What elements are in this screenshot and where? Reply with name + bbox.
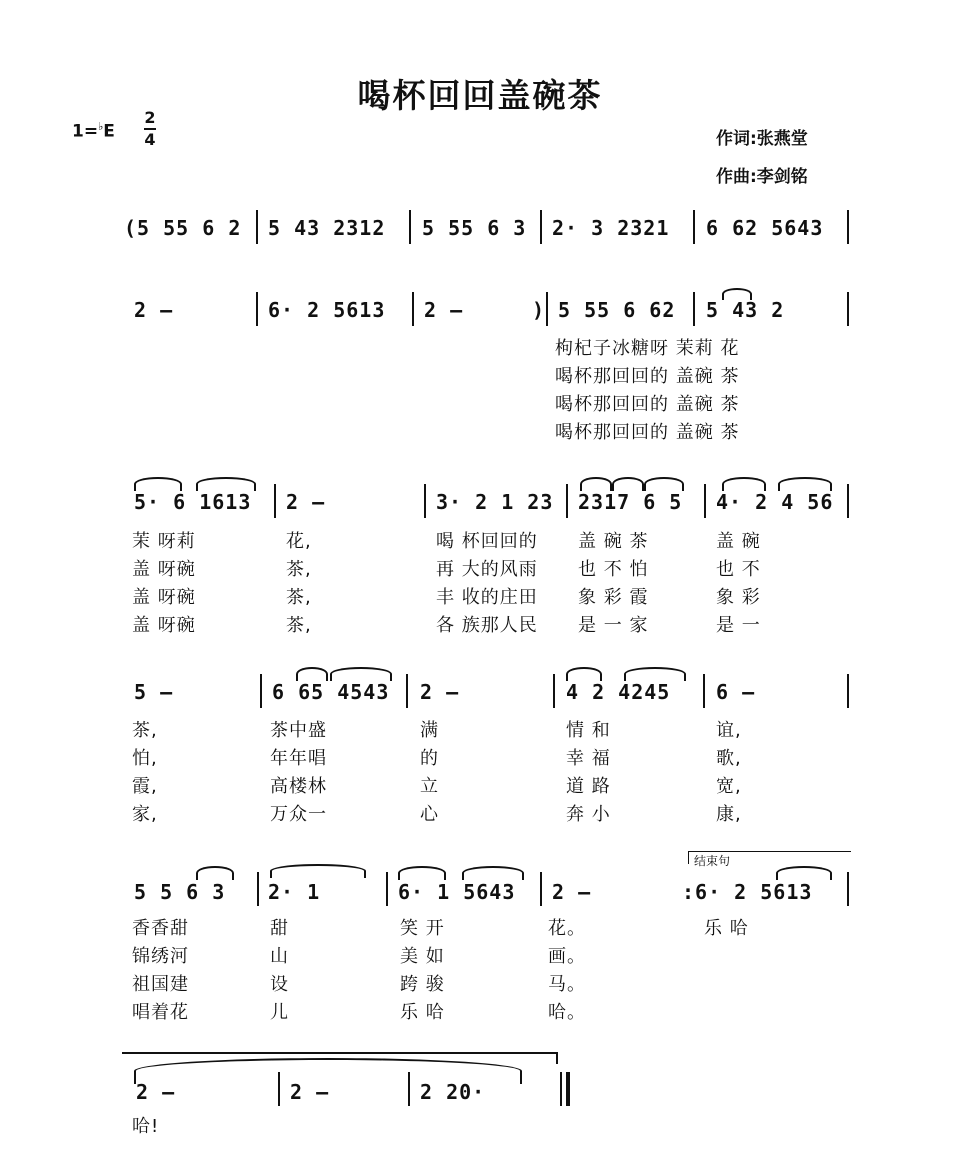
- lyric: 盖 碗 茶: [578, 531, 649, 552]
- lyric: 茶,: [286, 587, 312, 608]
- barline: [424, 484, 426, 518]
- slur: [134, 477, 182, 491]
- measure: (5 55 6 2: [124, 216, 242, 240]
- barline: [847, 674, 849, 708]
- measure: 2 –: [420, 680, 460, 704]
- lyric: 香香甜: [132, 918, 189, 939]
- barline: [546, 292, 548, 326]
- slur: [644, 477, 684, 491]
- measure: 5 –: [134, 680, 174, 704]
- lyric: 也 不 怕: [578, 559, 649, 580]
- barline: [540, 210, 542, 244]
- barline: [847, 484, 849, 518]
- barline: [540, 872, 542, 906]
- lyric: 马。: [548, 974, 586, 995]
- measure: 5 55 6 3: [422, 216, 527, 240]
- barline: [847, 210, 849, 244]
- lyric: 霞,: [132, 776, 158, 797]
- lyric: 盖 碗: [716, 531, 761, 552]
- lyric: 笑 开: [400, 918, 445, 939]
- measure: :6· 2 5613: [682, 880, 813, 904]
- lyric: 各 族那人民: [436, 615, 538, 636]
- barline: [257, 872, 259, 906]
- lyric: 家,: [132, 804, 158, 825]
- lyric: 设: [270, 974, 289, 995]
- close-paren: ): [532, 298, 546, 322]
- barline: [553, 674, 555, 708]
- lyric: 乐 哈: [400, 1002, 445, 1023]
- measure: 6 65 4543: [272, 680, 390, 704]
- barline: [408, 1072, 410, 1106]
- lyric: 美 如: [400, 946, 445, 967]
- barline: [260, 674, 262, 708]
- slur: [398, 866, 446, 880]
- lyric: 喝 杯回回的: [436, 531, 538, 552]
- lyric: 茶中盛: [270, 720, 327, 741]
- lyric: 高楼林: [270, 776, 327, 797]
- lyric: 是 一 家: [578, 615, 649, 636]
- measure: 3· 2 1 23: [436, 490, 554, 514]
- song-title: 喝杯回回盖碗茶: [357, 76, 603, 115]
- barline: [406, 674, 408, 708]
- measure: 5 5 6 3: [134, 880, 226, 904]
- lyric: 幸 福: [566, 748, 611, 769]
- lyric: 乐 哈: [704, 918, 749, 939]
- measure: 5 55 6 62: [558, 298, 676, 322]
- composer-credit: 作曲:李剑铭: [716, 167, 808, 187]
- slur: [612, 477, 644, 491]
- slur: [624, 667, 686, 681]
- lyric: 的: [420, 748, 439, 769]
- lyric: 立: [420, 776, 439, 797]
- lyric: 怕,: [132, 748, 158, 769]
- lyric: 山: [270, 946, 289, 967]
- barline: [274, 484, 276, 518]
- lyric: 歌,: [716, 748, 742, 769]
- lyric-line: 枸杞子冰糖呀 茉莉 花: [555, 338, 740, 359]
- lyric: 再 大的风雨: [436, 559, 538, 580]
- measure: 5 43 2312: [268, 216, 386, 240]
- lyric: 奔 小: [566, 804, 611, 825]
- lyric: 茉 呀莉: [132, 531, 196, 552]
- lyric: 哈!: [132, 1116, 160, 1137]
- measure: 5 43 2: [706, 298, 785, 322]
- key-signature: [72, 120, 115, 142]
- barline: [703, 674, 705, 708]
- lyric: 康,: [716, 804, 742, 825]
- slur: [778, 477, 832, 491]
- barline: [566, 484, 568, 518]
- barline: [847, 872, 849, 906]
- slur: [722, 477, 766, 491]
- measure: 2 –: [424, 298, 464, 322]
- measure: 5· 6 1613: [134, 490, 252, 514]
- lyric: 唱着花: [132, 1002, 189, 1023]
- lyric: 哈。: [548, 1002, 586, 1023]
- barline: [847, 292, 849, 326]
- measure: 4 2 4245: [566, 680, 671, 704]
- lyric: 儿: [270, 1002, 289, 1023]
- lyric: 宽,: [716, 776, 742, 797]
- lyric: 也 不: [716, 559, 761, 580]
- lyric: 画。: [548, 946, 586, 967]
- lyric: 盖 呀碗: [132, 615, 196, 636]
- ending-bracket-end: [556, 1052, 558, 1064]
- lyric-line: 喝杯那回回的 盖碗 茶: [555, 366, 740, 387]
- measure: 2· 1: [268, 880, 321, 904]
- measure: 2· 3 2321: [552, 216, 670, 240]
- meter-top: 2: [144, 108, 156, 127]
- barline: [386, 872, 388, 906]
- lyric: 盖 呀碗: [132, 587, 196, 608]
- measure: 2 –: [136, 1080, 176, 1104]
- lyric: 盖 呀碗: [132, 559, 196, 580]
- key-prefix: 1=: [72, 121, 99, 142]
- slur: [566, 667, 602, 681]
- lyric: 象 彩 霞: [578, 587, 649, 608]
- lyric: 心: [420, 804, 439, 825]
- tie: [270, 864, 366, 878]
- measure: 2 –: [552, 880, 592, 904]
- lyric: 情 和: [566, 720, 611, 741]
- lyric: 年年唱: [270, 748, 327, 769]
- lyric-line: 喝杯那回回的 盖碗 茶: [555, 422, 740, 443]
- lyric: 道 路: [566, 776, 611, 797]
- slur: [330, 667, 392, 681]
- lyric: 甜: [270, 918, 289, 939]
- barline: [693, 292, 695, 326]
- slur: [296, 667, 328, 681]
- slur: [196, 477, 256, 491]
- barline: [412, 292, 414, 326]
- flat-sign: ♭: [98, 120, 104, 133]
- lyric: 花,: [286, 531, 312, 552]
- ending-label: 结束句: [694, 854, 731, 868]
- lyric: 谊,: [716, 720, 742, 741]
- lyric: 万众一: [270, 804, 327, 825]
- measure: 6· 1 5643: [398, 880, 516, 904]
- barline: [278, 1072, 280, 1106]
- lyric: 祖国建: [132, 974, 189, 995]
- slur: [580, 477, 612, 491]
- slur: [462, 866, 524, 880]
- lyric: 花。: [548, 918, 586, 939]
- lyric: 跨 骏: [400, 974, 445, 995]
- measure: 2 –: [134, 298, 174, 322]
- measure: 6· 2 5613: [268, 298, 386, 322]
- time-signature: [144, 108, 156, 150]
- slur: [196, 866, 234, 880]
- lyric: 茶,: [132, 720, 158, 741]
- barline: [409, 210, 411, 244]
- meter-bottom: 4: [144, 130, 156, 149]
- barline: [256, 292, 258, 326]
- measure: 6 –: [716, 680, 756, 704]
- lyric: 是 一: [716, 615, 761, 636]
- final-barline-thick: [566, 1072, 570, 1106]
- measure: 4· 2 4 56: [716, 490, 834, 514]
- lyric: 象 彩: [716, 587, 761, 608]
- slur: [776, 866, 832, 880]
- barline: [704, 484, 706, 518]
- lyric: 锦绣河: [132, 946, 189, 967]
- measure: 2 –: [286, 490, 326, 514]
- lyric: 丰 收的庄田: [436, 587, 538, 608]
- lyricist-credit: 作词:张燕堂: [716, 129, 808, 149]
- key-note: E: [103, 121, 115, 142]
- measure: 6 62 5643: [706, 216, 824, 240]
- lyric-line: 喝杯那回回的 盖碗 茶: [555, 394, 740, 415]
- final-barline-thin: [560, 1072, 562, 1106]
- measure: 2 20·: [420, 1080, 486, 1104]
- measure: 2 –: [290, 1080, 330, 1104]
- barline: [256, 210, 258, 244]
- measure: 2317 6 5: [578, 490, 683, 514]
- barline: [693, 210, 695, 244]
- lyric: 茶,: [286, 615, 312, 636]
- lyric: 满: [420, 720, 439, 741]
- ending-bracket: [122, 1052, 558, 1054]
- slur: [722, 288, 752, 300]
- lyric: 茶,: [286, 559, 312, 580]
